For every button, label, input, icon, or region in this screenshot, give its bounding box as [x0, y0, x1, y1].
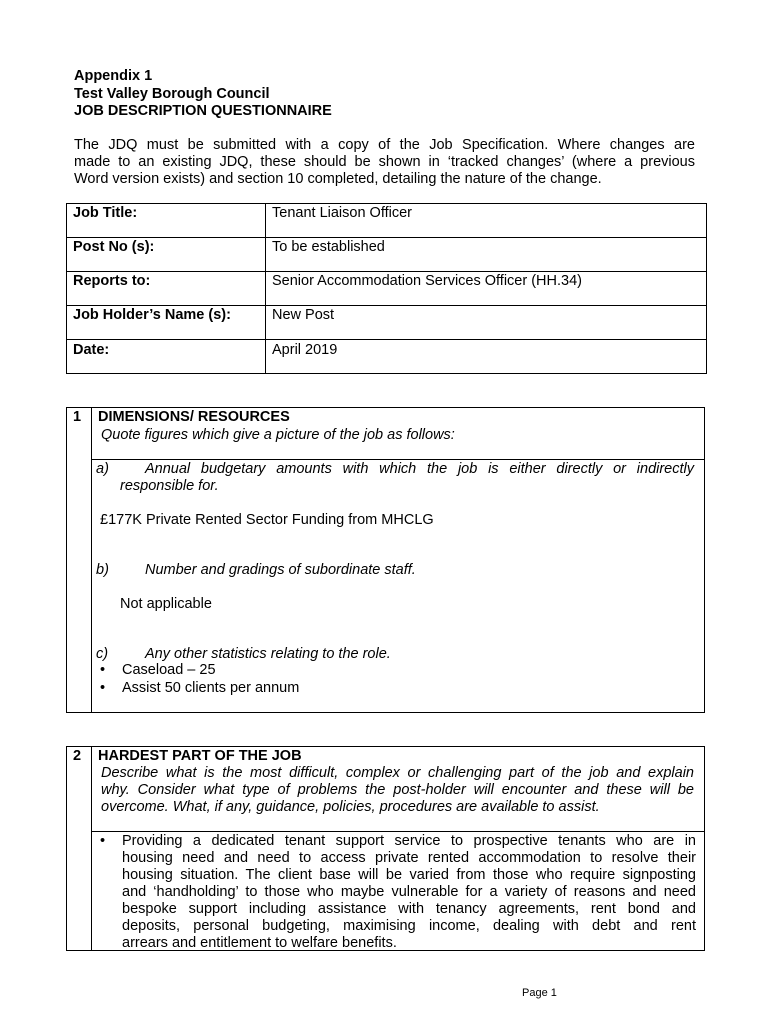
- answer-line-4: and ‘handholding’ to those who maybe vulnerable for a variety of reasons and need: [122, 884, 696, 900]
- section-2-instruction-1: Describe what is the most difficult, complex or challenging part of the job and explain: [101, 765, 694, 781]
- job-title-label: Job Title:: [73, 205, 138, 221]
- intro-line-2: made to an existing JDQ, these should be shown in ‘tracked changes’ (where a previous: [74, 154, 695, 170]
- date-label: Date:: [73, 342, 110, 358]
- list-item: • Caseload – 25: [122, 662, 216, 679]
- answer-line-1: • Providing a dedicated tenant support service to prospective tenants who are in: [122, 833, 696, 850]
- item-c-text: Any other statistics relating to the role.: [145, 646, 391, 662]
- intro-line-3: Word version exists) and section 10 completed, detailing the nature of the change.: [74, 171, 602, 187]
- page-number: Page 1: [522, 987, 557, 999]
- answer-line-6: deposits, personal budgeting, maximising income, dealing with debt and rent: [122, 918, 696, 934]
- section-2-title: HARDEST PART OF THE JOB: [98, 748, 302, 764]
- section-1-instruction: Quote figures which give a picture of the job as follows:: [101, 427, 455, 443]
- reports-to-label: Reports to:: [73, 273, 151, 289]
- document-title: JOB DESCRIPTION QUESTIONNAIRE: [74, 103, 332, 119]
- item-b-answer: Not applicable: [120, 596, 212, 612]
- post-no-value: To be established: [272, 239, 385, 255]
- item-a-line-2: responsible for.: [120, 478, 219, 494]
- answer-line-2: housing need and need to access private rented accommodation to resolve their: [122, 850, 696, 866]
- job-holder-value: New Post: [272, 307, 335, 323]
- item-c-marker: c): [96, 646, 109, 662]
- job-holder-label: Job Holder’s Name (s):: [73, 307, 231, 323]
- item-a-marker: a): [96, 461, 109, 477]
- section-1-number: 1: [73, 409, 82, 425]
- job-title-value: Tenant Liaison Officer: [272, 205, 412, 221]
- answer-line-3: housing situation. The client base will be varied from those who require signposting: [122, 867, 696, 883]
- intro-line-1: The JDQ must be submitted with a copy of the Job Specification. Where changes are: [74, 137, 695, 153]
- item-a-answer: £177K Private Rented Sector Funding from MHCLG: [100, 512, 434, 528]
- answer-line-5: bespoke support including assistance with tenancy agreements, rent bond and: [122, 901, 696, 917]
- council-name: Test Valley Borough Council: [74, 86, 270, 102]
- date-value: April 2019: [272, 342, 338, 358]
- post-no-label: Post No (s):: [73, 239, 155, 255]
- section-2-number: 2: [73, 748, 82, 764]
- answer-line-7: arrears and entitlement to welfare benefits.: [122, 935, 397, 951]
- list-item: • Assist 50 clients per annum: [122, 680, 299, 697]
- section-1-title: DIMENSIONS/ RESOURCES: [98, 409, 290, 425]
- reports-to-value: Senior Accommodation Services Officer (HH.34): [272, 273, 582, 289]
- appendix-label: Appendix 1: [74, 68, 153, 84]
- section-2-instruction-3: overcome. What, if any, guidance, policies, procedures are available to assist.: [101, 799, 600, 815]
- item-a-line-1: Annual budgetary amounts with which the job is either directly or indirectly: [145, 461, 694, 477]
- item-b-text: Number and gradings of subordinate staff.: [145, 562, 416, 578]
- item-b-marker: b): [96, 562, 109, 578]
- section-2-instruction-2: why. Consider what type of problems the post-holder will encounter and these will be: [101, 782, 694, 798]
